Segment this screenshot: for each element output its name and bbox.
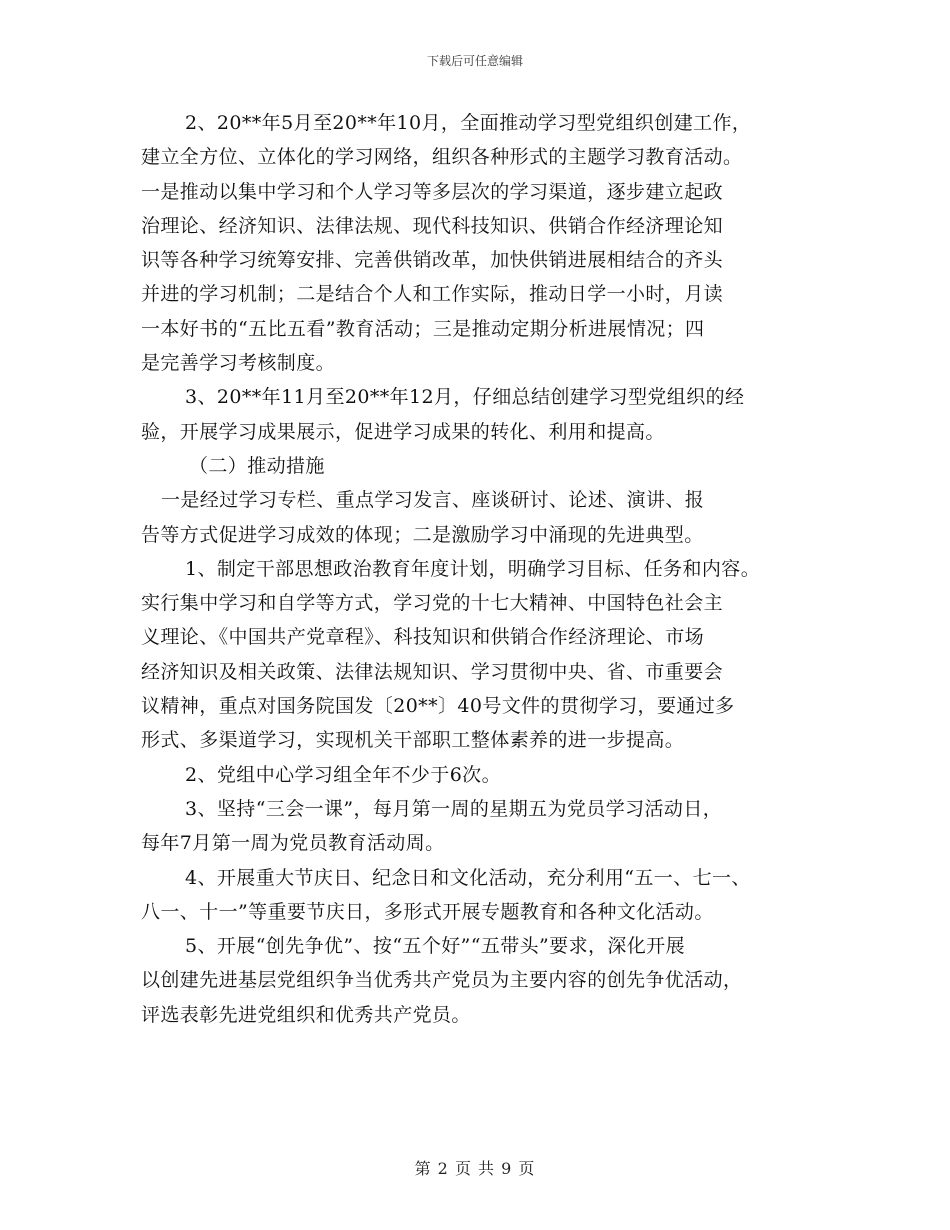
paragraph-line: 告等方式促进学习成效的体现；二是激励学习中涌现的先进典型。	[141, 523, 704, 546]
document-body	[141, 106, 813, 1032]
paragraph-line: 一是经过学习专栏、重点学习发言、座谈研讨、论述、演讲、报	[161, 489, 705, 512]
paragraph-line: 八一、十一”等重要节庆日，多形式开展专题教育和各种文化活动。	[141, 900, 714, 923]
paragraph-line: 1、制定干部思想政治教育年度计划，明确学习目标、任务和内容。	[185, 557, 761, 580]
section-heading: （二）推动措施	[189, 454, 325, 477]
paragraph-line: 建立全方位、立体化的学习网络，组织各种形式的主题学习教育活动。	[141, 146, 743, 169]
paragraph-line: 验，开展学习成果展示，促进学习成果的转化、利用和提高。	[141, 420, 665, 443]
paragraph-line: 经济知识及相关政策、法律法规知识、学习贯彻中央、省、市重要会	[141, 660, 724, 683]
paragraph-line: 是完善学习考核制度。	[141, 352, 336, 375]
paragraph-line: 以创建先进基层党组织争当优秀共产党员为主要内容的创先争优活动，	[141, 969, 743, 992]
paragraph-line: 4、开展重大节庆日、纪念日和文化活动，充分利用“五一、七一、	[185, 866, 751, 889]
paragraph-line: 并进的学习机制；二是结合个人和工作实际，推动日学一小时，月读	[141, 283, 724, 306]
paragraph-line: 5、开展“创先争优”、按“五个好”“五带头”要求，深化开展	[185, 935, 685, 958]
paragraph-line: 形式、多渠道学习，实现机关干部职工整体素养的进一步提高。	[141, 729, 685, 752]
page-header-note: 下载后可任意编辑	[426, 54, 523, 68]
paragraph-line: 3、坚持“三会一课”，每月第一周的星期五为党员学习活动日，	[185, 797, 723, 820]
paragraph-line: 2、20**年5月至20**年10月，全面推动学习型党组织创建工作，	[185, 112, 752, 134]
paragraph-line: 识等各种学习统筹安排、完善供销改革，加快供销进展相结合的齐头	[141, 249, 724, 272]
paragraph-line: 3、20**年11月至20**年12月，仔细总结创建学习型党组织的经	[185, 386, 745, 409]
paragraph-line: 治理论、经济知识、法律法规、现代科技知识、供销合作经济理论知	[141, 214, 724, 237]
paragraph-line: 议精神，重点对国务院国发〔20**〕40号文件的贯彻学习，要通过多	[141, 695, 735, 718]
paragraph-line: 一是推动以集中学习和个人学习等多层次的学习渠道，逐步建立起政	[141, 180, 724, 203]
paragraph-line: 义理论、《中国共产党章程》、科技知识和供销合作经济理论、市场	[141, 626, 705, 649]
paragraph-line: 一本好书的“五比五看”教育活动；三是推动定期分析进展情况；四	[141, 317, 705, 340]
paragraph-line: 评选表彰先进党组织和优秀共产党员。	[141, 1003, 471, 1026]
paragraph-line: 2、党组中心学习组全年不少于6次。	[185, 763, 501, 786]
page-number: 第 2 页 共 9 页	[414, 1159, 536, 1178]
paragraph-line: 实行集中学习和自学等方式，学习党的十七大精神、中国特色社会主	[141, 592, 724, 615]
paragraph-line: 每年7月第一周为党员教育活动周。	[141, 832, 445, 855]
